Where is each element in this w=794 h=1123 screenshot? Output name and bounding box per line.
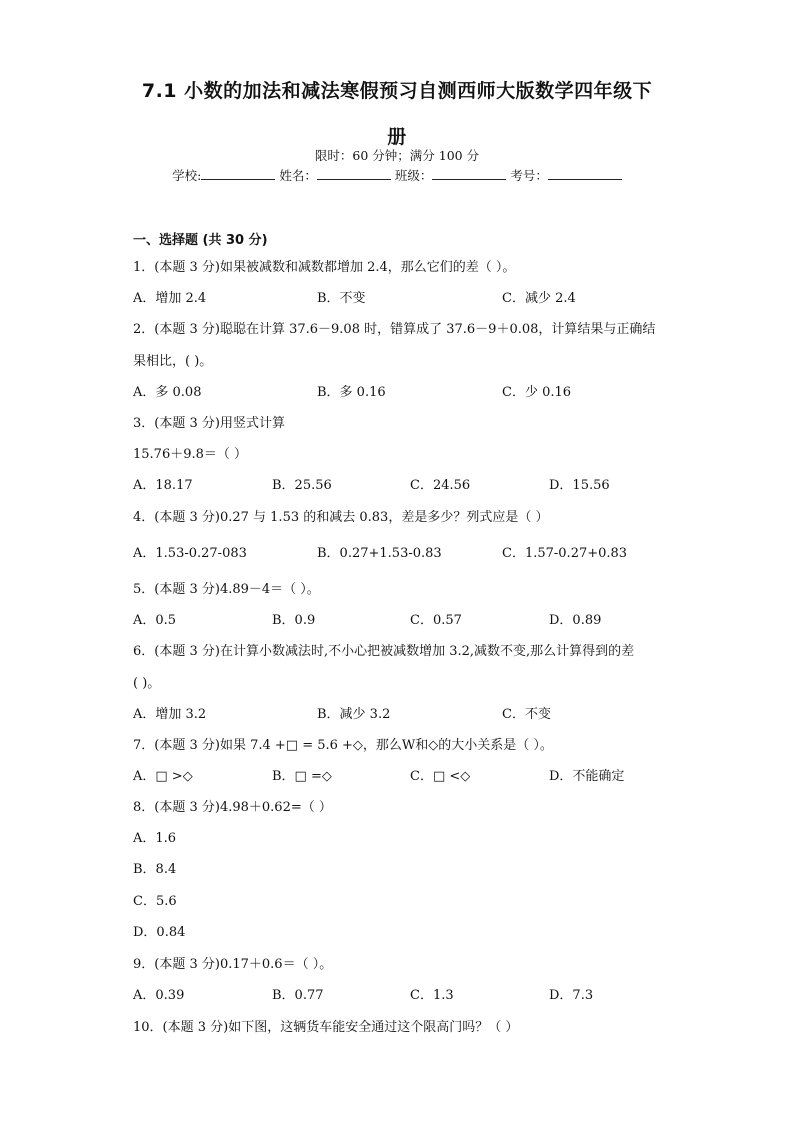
question-4: 4．(本题 3 分)0.27 与 1.53 的和减去 0.83，差是多少？列式应是（ ） <box>133 510 549 525</box>
option-d: D．不能确定 <box>549 769 625 784</box>
question-3-line-2: 15.76＋9.8＝（ ） <box>133 447 248 462</box>
field-class-blank <box>432 167 506 180</box>
option-b: B．25.56 <box>272 478 332 493</box>
option-a: A．0.5 <box>133 613 177 628</box>
option-c: C．减少 2.4 <box>502 291 576 306</box>
option-b: B．0.9 <box>272 613 316 628</box>
option-d: D．0.89 <box>549 613 602 628</box>
option-b: B．8.4 <box>133 862 177 877</box>
question-2-line-2: 果相比，( )。 <box>133 354 213 369</box>
question-7: 7．(本题 3 分)如果 7.4 +□ = 5.6 +◇，那么W和◇的大小关系是（ ）。 <box>133 738 553 753</box>
option-c: C．不变 <box>502 707 551 722</box>
field-school-label: 学校: <box>172 168 202 183</box>
option-a: A．增加 2.4 <box>133 291 207 306</box>
option-b: B．多 0.16 <box>317 385 386 400</box>
option-a: A．多 0.08 <box>133 385 202 400</box>
option-c: C．□ <◇ <box>410 769 471 784</box>
option-b: B．0.27+1.53-0.83 <box>317 546 442 561</box>
option-a: A．18.17 <box>133 478 193 493</box>
option-b: B．减少 3.2 <box>317 707 391 722</box>
field-school-blank <box>201 167 275 180</box>
option-c: C．0.57 <box>410 613 462 628</box>
option-d: D．7.3 <box>549 988 594 1003</box>
option-a: A．1.53-0.27-083 <box>133 546 247 561</box>
question-9: 9．(本题 3 分)0.17＋0.6＝（ ）。 <box>133 957 333 972</box>
option-c: C．少 0.16 <box>502 385 572 400</box>
option-b: B．0.77 <box>272 988 324 1003</box>
question-2: 2．(本题 3 分)聪聪在计算 37.6－9.08 时，错算成了 37.6－9＋0.08，计算结果与正确结 <box>133 322 656 337</box>
option-d: D．15.56 <box>549 478 610 493</box>
option-b: B．□ =◇ <box>272 769 332 784</box>
option-a: A．1.6 <box>133 831 177 846</box>
option-c: C．1.57-0.27+0.83 <box>502 546 628 561</box>
question-8: 8．(本题 3 分)4.98＋0.62=（ ） <box>133 800 332 815</box>
question-3: 3．(本题 3 分)用竖式计算 <box>133 416 285 431</box>
student-info-fields <box>0 166 794 184</box>
field-class-label: 班级： <box>394 168 433 183</box>
field-name-label: 姓名： <box>279 168 317 183</box>
field-name-blank <box>317 167 391 180</box>
title-line-2: 册 <box>387 126 407 148</box>
field-number-blank <box>548 167 622 180</box>
title-line-1: 7.1 小数的加法和减法寒假预习自测西师大版数学四年级下 <box>141 80 653 102</box>
section-heading: 一、选择题 (共 30 分) <box>133 233 268 248</box>
option-a: A．增加 3.2 <box>133 707 207 722</box>
question-6-line-2: ( )。 <box>133 676 161 691</box>
time-limit: 限时：60 分钟；满分 100 分 <box>314 148 480 163</box>
field-number-label: 考号： <box>510 168 548 183</box>
option-c: C．5.6 <box>133 894 177 909</box>
option-c: C．24.56 <box>410 478 471 493</box>
question-6: 6．(本题 3 分)在计算小数减法时,不小心把被减数增加 3.2,减数不变,那么计算得到的差 <box>133 644 635 659</box>
question-5: 5．(本题 3 分)4.89－4＝（ ）。 <box>133 582 320 597</box>
option-a: A．□ >◇ <box>133 769 193 784</box>
option-b: B．不变 <box>317 291 366 306</box>
option-c: C．1.3 <box>410 988 454 1003</box>
question-10: 10．(本题 3 分)如下图，这辆货车能安全通过这个限高门吗？（ ） <box>133 1020 519 1035</box>
question-1: 1．(本题 3 分)如果被减数和减数都增加 2.4，那么它们的差（ ）。 <box>133 260 516 275</box>
option-a: A．0.39 <box>133 988 185 1003</box>
option-d: D．0.84 <box>133 925 186 940</box>
